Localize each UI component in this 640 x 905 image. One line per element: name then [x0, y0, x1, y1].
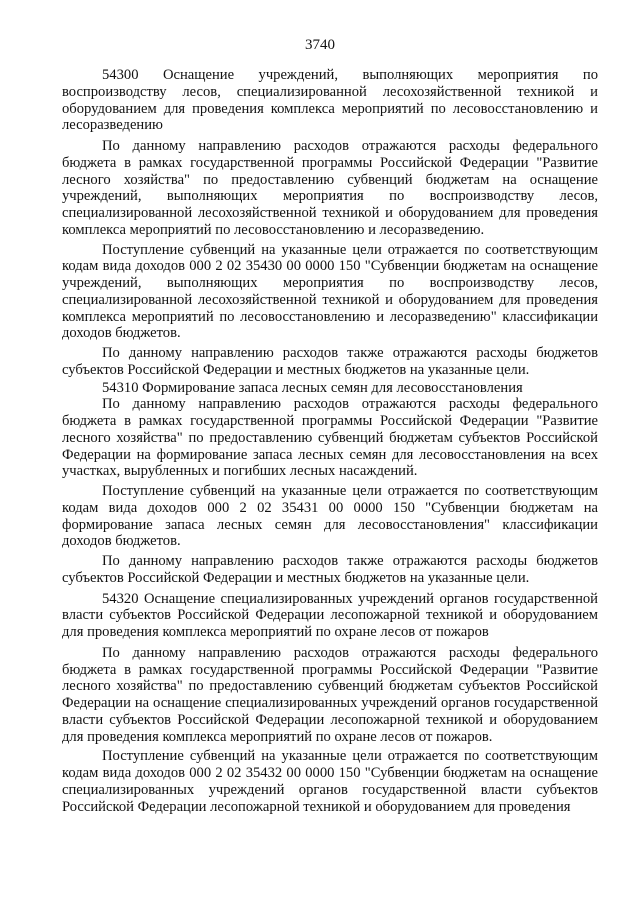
paragraph: По данному направлению расходов также отражаются расходы бюджетов субъектов Российской Федерации и местных бюджетов на указанные цели.: [62, 345, 598, 378]
paragraph: Поступление субвенций на указанные цели отражается по соответствующим кодам вида доходов 000 2 02 35431 00 0000 150 "Субвенции бюджетам на формирование запаса лесных семян для лесовосстановления" классификации доходов бюджетов.: [62, 483, 598, 550]
paragraph: По данному направлению расходов отражаются расходы федерального бюджета в рамках государственной программы Российской Федерации "Развитие лесного хозяйства" по предоставлению субвенций бюджетам субъектов Российской Федерации на оснащение специализированных учреждений органов государственной власти субъектов Российской Федерации лесопожарной техникой и оборудованием для проведения комплекса мероприятий по охране лесов от пожаров.: [62, 644, 598, 745]
paragraph: Поступление субвенций на указанные цели отражается по соответствующим кодам вида доходов 000 2 02 35430 00 0000 150 "Субвенции бюджетам на оснащение учреждений, выполняющих мероприятия по воспроизводству лесов, специализированной лесохозяйственной техникой и оборудованием для проведения комплекса мероприятий по лесовосстановлению и лесоразведению" классификации доходов бюджетов.: [62, 241, 598, 342]
paragraph: По данному направлению расходов отражаются расходы федерального бюджета в рамках государственной программы Российской Федерации "Развитие лесного хозяйства" по предоставлению субвенций бюджетам на оснащение учреждений, выполняющих мероприятия по воспроизводству лесов, специализированной лесохозяйственной техникой и оборудованием для проведения комплекса мероприятий по лесовосстановлению и лесоразведению.: [62, 138, 598, 238]
paragraph-54310-heading: 54310 Формирование запаса лесных семян для лесовосстановления: [102, 379, 523, 396]
paragraph-54320-heading: 54320 Оснащение специализированных учреждений органов государственной власти субъектов Российской Федерации лесопожарной техникой и оборудованием для проведения комплекса мероприятий по охране лесов от пожаров: [62, 590, 598, 640]
paragraph-54300-heading: 54300 Оснащение учреждений, выполняющих мероприятия по воспроизводству лесов, специализированной лесохозяйственной техникой и оборудованием для проведения комплекса мероприятий по лесовосстановлению и лесоразведению: [62, 67, 598, 134]
paragraph: Поступление субвенций на указанные цели отражается по соответствующим кодам вида доходов 000 2 02 35432 00 0000 150 "Субвенции бюджетам на оснащение специализированных учреждений органов государственной власти субъектов Российской Федерации лесопожарной техникой и оборудованием для проведения: [62, 748, 598, 815]
document-body: [62, 67, 598, 815]
paragraph: По данному направлению расходов также отражаются расходы бюджетов субъектов Российской Федерации и местных бюджетов на указанные цели.: [62, 553, 598, 586]
paragraph: По данному направлению расходов отражаются расходы федерального бюджета в рамках государственной программы Российской Федерации "Развитие лесного хозяйства" по предоставлению субвенций бюджетам субъектов Российской Федерации на формирование запаса лесных семян для лесовосстановления на всех участках, вырубленных и погибших лесных насаждений.: [62, 396, 598, 480]
page-number: 3740: [305, 37, 335, 53]
